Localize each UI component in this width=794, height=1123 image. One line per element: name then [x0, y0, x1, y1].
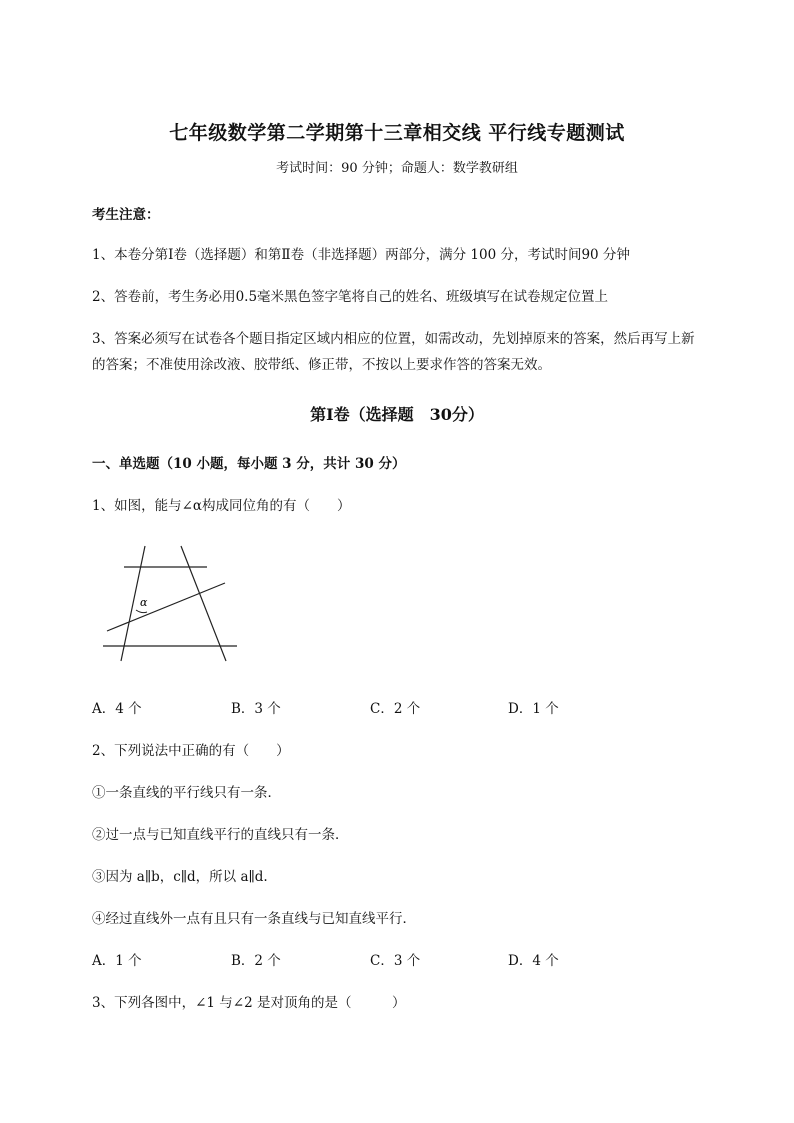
q2-statement-3: ③因为 a∥b，c∥d，所以 a∥d. [92, 869, 268, 885]
angle-alpha-label: α [140, 596, 148, 609]
page-title: 七年级数学第二学期第十三章相交线 平行线专题测试 [169, 122, 625, 144]
notice-item-2: 2、答卷前，考生务必用0.5毫米黑色签字笔将自己的姓名、班级填写在试卷规定位置上 [92, 289, 609, 305]
notice-item-3-cont: 的答案；不准使用涂改液、胶带纸、修正带，不按以上要求作答的答案无效。 [92, 357, 551, 373]
exam-info: 考试时间：90 分钟；命题人：数学教研组 [276, 161, 518, 176]
angle-arc [136, 610, 147, 613]
question-1-figure [100, 540, 240, 665]
oblique-line [107, 583, 225, 631]
question-1-text: 1、如图，能与∠α构成同位角的有（ ） [92, 498, 351, 514]
q2-option-d[interactable]: D．4 个 [508, 953, 559, 969]
section-title: 第Ⅰ卷（选择题 30分） [310, 405, 484, 424]
notice-item-1: 1、本卷分第Ⅰ卷（选择题）和第Ⅱ卷（非选择题）两部分，满分 100 分，考试时间90 分钟 [92, 247, 630, 263]
q2-statement-1: ①一条直线的平行线只有一条． [92, 785, 281, 801]
q1-option-b[interactable]: B．3 个 [231, 701, 281, 717]
q2-statement-4: ④经过直线外一点有且只有一条直线与已知直线平行． [92, 911, 416, 927]
right-transversal-line [181, 546, 226, 661]
q1-option-c[interactable]: C．2 个 [370, 701, 421, 717]
question-2-text: 2、下列说法中正确的有（ ） [92, 743, 290, 759]
q2-option-b[interactable]: B．2 个 [231, 953, 281, 969]
q1-option-d[interactable]: D．1 个 [508, 701, 559, 717]
q1-option-a[interactable]: A．4 个 [92, 701, 142, 717]
part-heading: 一、单选题（10 小题，每小题 3 分，共计 30 分） [92, 456, 406, 472]
notice-item-3: 3、答案必须写在试卷各个题目指定区域内相应的位置，如需改动，先划掉原来的答案，然后再写上新 [92, 331, 695, 347]
q2-statement-2: ②过一点与已知直线平行的直线只有一条． [92, 827, 349, 843]
q2-option-c[interactable]: C．3 个 [370, 953, 421, 969]
question-3-text: 3、下列各图中，∠1 与∠2 是对顶角的是（ ） [92, 995, 406, 1011]
notice-heading: 考生注意： [92, 207, 160, 223]
q2-option-a[interactable]: A．1 个 [92, 953, 142, 969]
